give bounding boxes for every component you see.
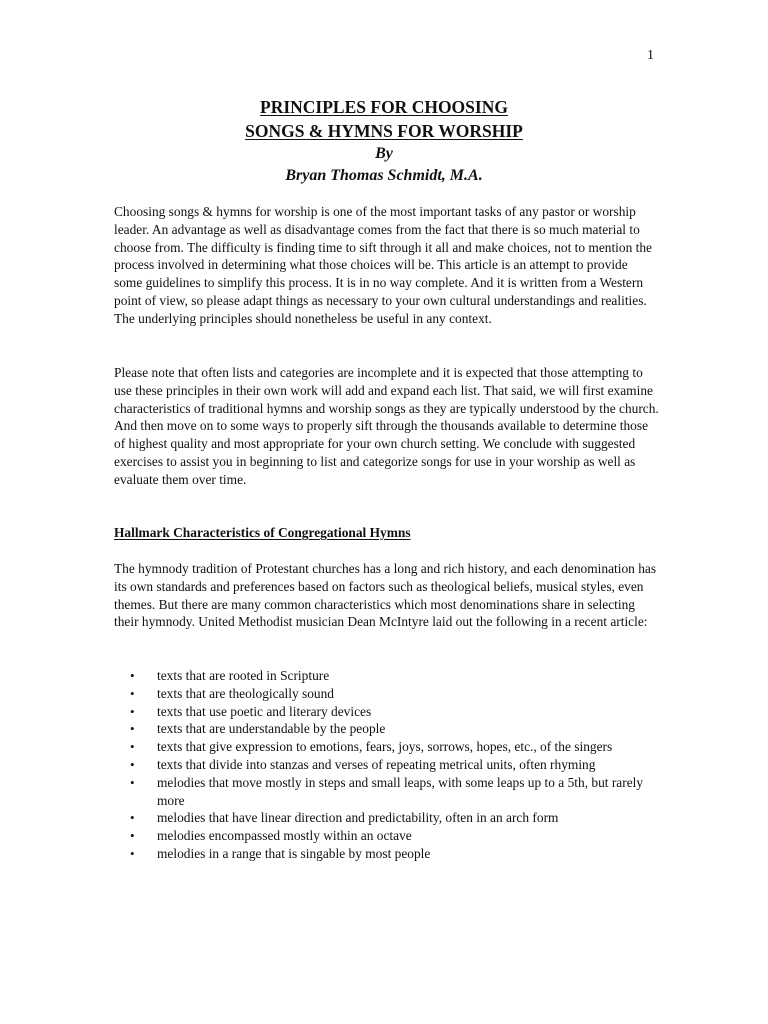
list-item	[130, 720, 660, 738]
bullet-icon: •	[130, 828, 135, 844]
title-block	[0, 95, 768, 187]
bullet-icon: •	[130, 774, 135, 790]
list-item-text: melodies that move mostly in steps and small leaps, with some leaps up to a 5th, but rarely more	[157, 774, 644, 808]
bullet-icon: •	[130, 703, 135, 719]
list-item	[130, 685, 660, 703]
bullet-icon: •	[130, 685, 135, 701]
list-item-text: melodies that have linear direction and predictability, often in an arch form	[157, 810, 559, 826]
author-name: Bryan Thomas Schmidt, M.A.	[285, 167, 483, 184]
list-item	[130, 845, 660, 863]
list-item-text: texts that are understandable by the people	[157, 721, 386, 737]
list-item	[130, 756, 660, 774]
list-item-text: texts that divide into stanzas and verses of repeating metrical units, often rhyming	[157, 756, 596, 772]
bullet-icon: •	[130, 810, 135, 826]
list-item-text: melodies in a range that is singable by most people	[157, 845, 431, 861]
page-number: 1	[647, 48, 654, 63]
list-item	[130, 774, 660, 810]
section-intro-paragraph: The hymnody tradition of Protestant churches has a long and rich history, and each denomination has its own standards and preferences based on factors such as theological beliefs, musical styles, even themes. But there are many common characteristics which most denominations share in selecting their hymnody. United Methodist musician Dean McIntyre laid out the following in a recent article:	[114, 561, 657, 630]
title-line-2: SONGS & HYMNS FOR WORSHIP	[245, 121, 523, 141]
bullet-icon: •	[130, 845, 135, 861]
list-item-text: texts that use poetic and literary devices	[157, 703, 372, 719]
byline-by: By	[375, 145, 393, 162]
title-line-1: PRINCIPLES FOR CHOOSING	[260, 97, 508, 117]
bullet-icon: •	[130, 756, 135, 772]
characteristics-list	[130, 667, 660, 863]
bullet-icon: •	[130, 668, 135, 683]
intro-paragraph-1: Choosing songs & hymns for worship is one of the most important tasks of any pastor or worship leader. An advantage as well as disadvantage comes from the fact that there is so much material to choose from. The difficulty is finding time to sift through it all and make choices, not to mention the process involved in determining what those choices will be. This article is an attempt to provide some guidelines to simplify this process. It is in no way complete. And it is written from a Western point of view, so please adapt things as necessary to your own cultural understandings and realities. The underlying principles should nonetheless be useful in any context.	[114, 204, 653, 326]
list-item	[130, 667, 660, 685]
list-item	[130, 809, 660, 827]
list-item	[130, 738, 660, 756]
bullet-icon: •	[130, 721, 135, 737]
bullet-icon: •	[130, 739, 135, 755]
list-item	[130, 827, 660, 845]
section-heading: Hallmark Characteristics of Congregational Hymns	[114, 525, 411, 540]
intro-paragraph-2: Please note that often lists and categories are incomplete and it is expected that those attempting to use these principles in their own work will add and expand each list. That said, we will first examine characteristics of traditional hymns and worship songs as they are typically understood by the church. And then move on to some ways to properly sift through the thousands available to determine those of highest quality and most appropriate for your own church setting. We conclude with suggested exercises to assist you in beginning to list and categorize songs for use in your worship as well as evaluate them over time.	[114, 365, 659, 487]
list-item-text: texts that are rooted in Scripture	[157, 668, 330, 683]
list-item-text: texts that are theologically sound	[157, 685, 335, 701]
list-item-text: texts that give expression to emotions, fears, joys, sorrows, hopes, etc., of the singers	[157, 739, 613, 755]
list-item	[130, 703, 660, 721]
list-item-text: melodies encompassed mostly within an octave	[157, 828, 412, 844]
